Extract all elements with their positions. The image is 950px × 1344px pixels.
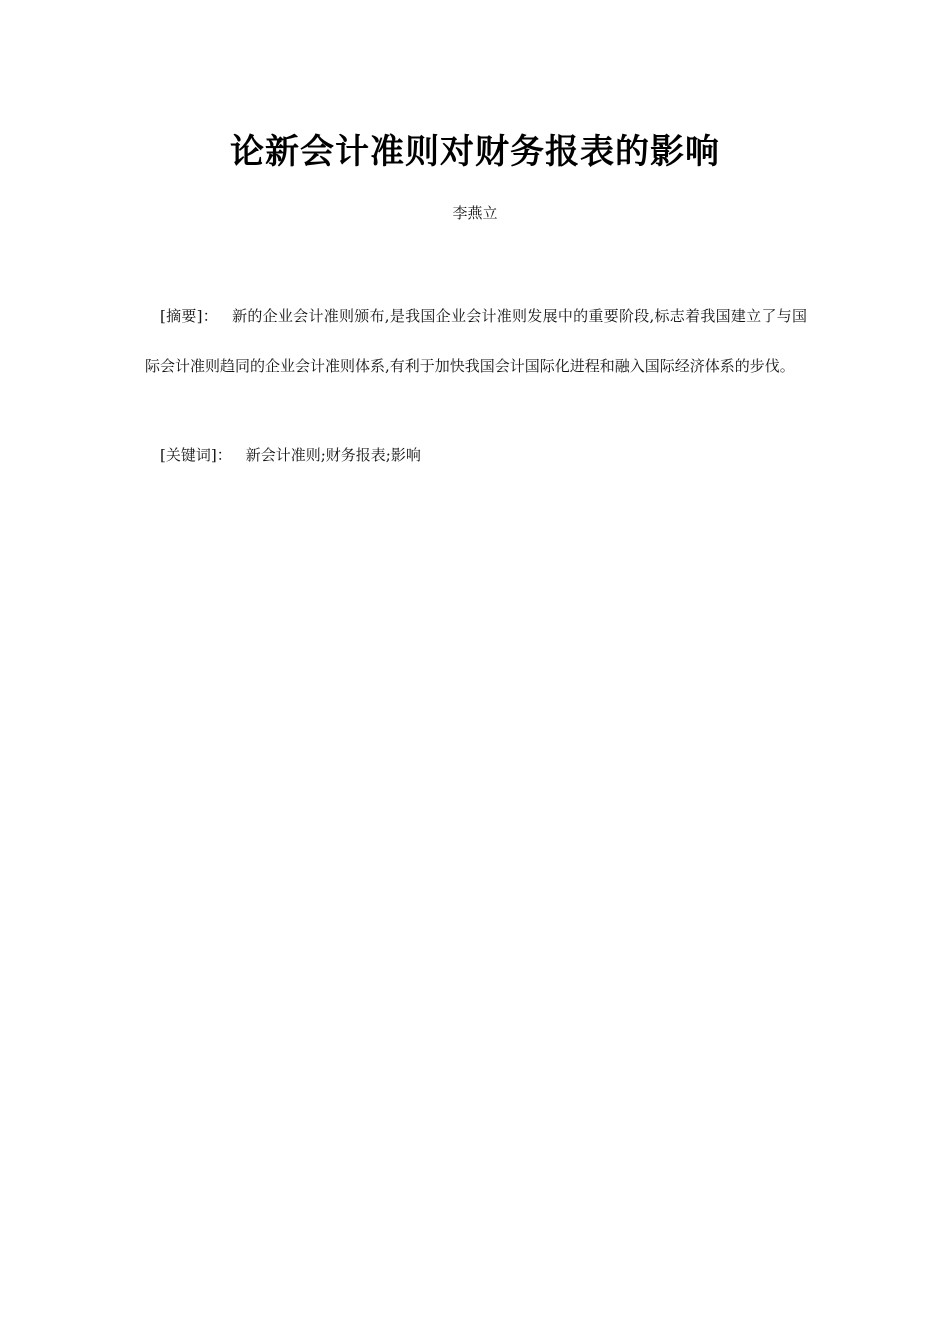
keywords-text: 新会计准则;财务报表;影响 [245, 446, 421, 464]
abstract-label: [摘要]： [160, 307, 219, 325]
author-name: 李燕立 [452, 204, 498, 222]
keywords-label: [关键词]： [160, 446, 232, 464]
abstract-text: 新的企业会计准则颁布,是我国企业会计准则发展中的重要阶段,标志着我国建立了与国际会计准则趋同的企业会计准则体系,有利于加快我国会计国际化进程和融入国际经济体系的步伐。 [145, 307, 807, 375]
document-title: 论新会计准则对财务报表的影响 [230, 132, 720, 172]
keywords-line [160, 441, 807, 469]
abstract-paragraph [145, 292, 807, 391]
